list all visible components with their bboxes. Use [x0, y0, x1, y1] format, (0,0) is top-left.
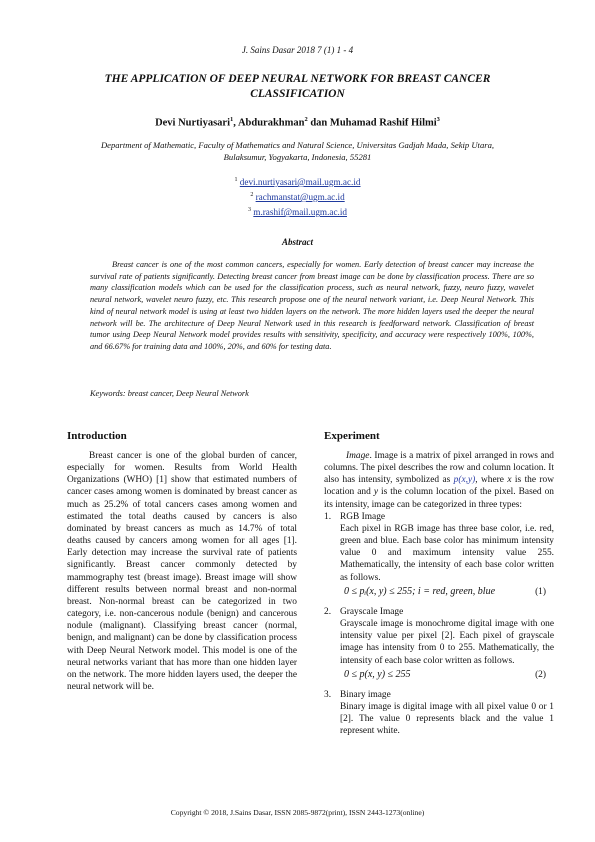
- affiliation: Department of Mathematic, Faculty of Mathematics and Natural Science, Universitas Gadjah Mada, Sekip Utara, Bulaksumur, Yogyakarta, Indonesia, 55281: [100, 140, 495, 162]
- email-list: [0, 174, 595, 219]
- author-2: Abdurakhman: [237, 117, 305, 129]
- copyright-footer: Copyright © 2018, J.Sains Dasar, ISSN 2085-9872(print), ISSN 2443-1273(online): [170, 808, 425, 817]
- list-item-title: RGB Image: [340, 511, 386, 522]
- equation-body: 0 ≤ p(x, y) ≤ 255: [344, 668, 411, 680]
- email-mark: 2: [250, 192, 254, 199]
- list-item: [324, 606, 554, 681]
- list-number: 1.: [324, 511, 332, 522]
- email-mark: 1: [234, 177, 238, 183]
- x-symbol: x: [507, 475, 512, 486]
- equation: [340, 669, 554, 681]
- list-item-text: Each pixel in RGB image has three base color, i.e. red, green and blue. Each base color has minimum intensity value 0 and maximum intensity value 255. Mathematically, the intensity of each base color written as follows.: [340, 523, 554, 583]
- experiment-intro-paragraph: Image. Image is a matrix of pixel arranged in rows and columns. The pixel describes the row and column location. It also has intensity, symbolized as p(x,y), where x is the row location and y is the column location of the pixel. Based on its intensity, image can be categorized in three types:: [324, 451, 555, 510]
- abstract-heading: Abstract: [281, 237, 313, 247]
- journal-header: J. Sains Dasar 2018 7 (1) 1 - 4: [241, 45, 354, 55]
- author-1: Devi Nurtiyasari: [155, 117, 231, 129]
- equation-number: (2): [535, 669, 546, 680]
- list-number: 2.: [324, 606, 332, 617]
- introduction-text: Breast cancer is one of the global burden of cancer, especially for women. Results from World Health Organizations (WHO) [1] show that estimated numbers of cancer cases among women is dominated by breast cancer as much as 25.2% of total cancers cases among women and estimated the total deaths caused by cancers is also dominated by breast cancers as much as 14.7% of total deaths caused by cancers among women for all ages [1]. Early detection may increase the survival rate of patients significantly. Breast cancer commonly detected by mammography test (breast image). Breast image will show different results between normal breast and non-normal breast. Non-normal breast can be categorized in two category, i.e. non-cancerous nodule (benign) and cancerous nodule (malignant). Classifying breast cancer (normal, benign, and malignant) can be done by classification process with Deep Neural Network model. This model is one of the neural networks variant that has more than one hidden layer on the network. The more hidden layers used, the deeper the neural network will be.: [67, 451, 297, 692]
- y-symbol: y: [373, 487, 378, 498]
- email-mark: 3: [248, 207, 251, 214]
- run-in-heading: Image: [346, 451, 370, 461]
- list-number: 3.: [324, 689, 332, 700]
- email-link[interactable]: m.rashif@mail.ugm.ac.id: [253, 207, 347, 218]
- keywords: Keywords: breast cancer, Deep Neural Network: [90, 389, 249, 398]
- list-item-text: Grayscale image is monochrome digital image with one intensity value per pixel [2]. Each pixel of grayscale image has intensity from 0 to 255. Mathematically, the intensity of each base color written as follows.: [340, 619, 554, 666]
- equation: [340, 586, 554, 598]
- equation-number: (1): [535, 586, 546, 597]
- list-item-text: Binary image is digital image with all pixel value 0 or 1 [2]. The value 0 represents black and the value 1 represent white.: [340, 701, 554, 737]
- author-separator: dan: [307, 117, 330, 129]
- email-line: [0, 189, 595, 204]
- email-line: [0, 174, 595, 189]
- email-link[interactable]: devi.nurtiyasari@mail.ugm.ac.id: [239, 177, 361, 188]
- introduction-heading: Introduction: [67, 430, 127, 442]
- equation-body: 0 ≤ pᵢ(x, y) ≤ 255; i = red, green, blue: [344, 585, 496, 597]
- list-item: [324, 689, 554, 738]
- author-1-mark: 1: [230, 116, 234, 123]
- email-line: [0, 204, 595, 219]
- author-3-mark: 3: [436, 116, 440, 123]
- experiment-section: [324, 450, 554, 737]
- email-link[interactable]: rachmanstat@ugm.ac.id: [255, 192, 345, 203]
- paper-title: THE APPLICATION OF DEEP NEURAL NETWORK FOR BREAST CANCER CLASSIFICATION: [104, 73, 491, 100]
- pixel-symbol: p(x,y): [453, 475, 476, 486]
- list-item-title: Binary image: [340, 689, 391, 700]
- list-item-title: Grayscale Image: [340, 606, 404, 617]
- author-3: Muhamad Rashif Hilmi: [329, 117, 437, 129]
- list-item: [324, 511, 554, 598]
- author-list: [0, 116, 595, 129]
- author-separator: ,: [233, 117, 238, 129]
- author-2-mark: 2: [304, 116, 308, 123]
- experiment-heading: Experiment: [324, 430, 380, 442]
- abstract-text: Breast cancer is one of the most common cancers, especially for women. Early detection of breast cancer may increase the survival rate of patients significantly. Detecting breast cancer from breast image can be done by classification process. There are so many classification models which can be used for the classification process, such as neural network, fuzzy, neuro fuzzy, wavelet neural network, wavelet neuro fuzzy, etc. This research propose one of the neural network variant, i.e. Deep Neural Network. This kind of neural network model is using at least two hidden layers on the network. The more hidden layers used the deeper the neural network will be. The architecture of Deep Neural Network used in this research is feedforward network. Classification of breast tumor using Deep Neural Network model provides results with sensitivity, specificity, and accuracy were respectively 100%, 100%, and 66.67% for training data and 100%, 20%, and 60% for testing data.: [90, 260, 534, 351]
